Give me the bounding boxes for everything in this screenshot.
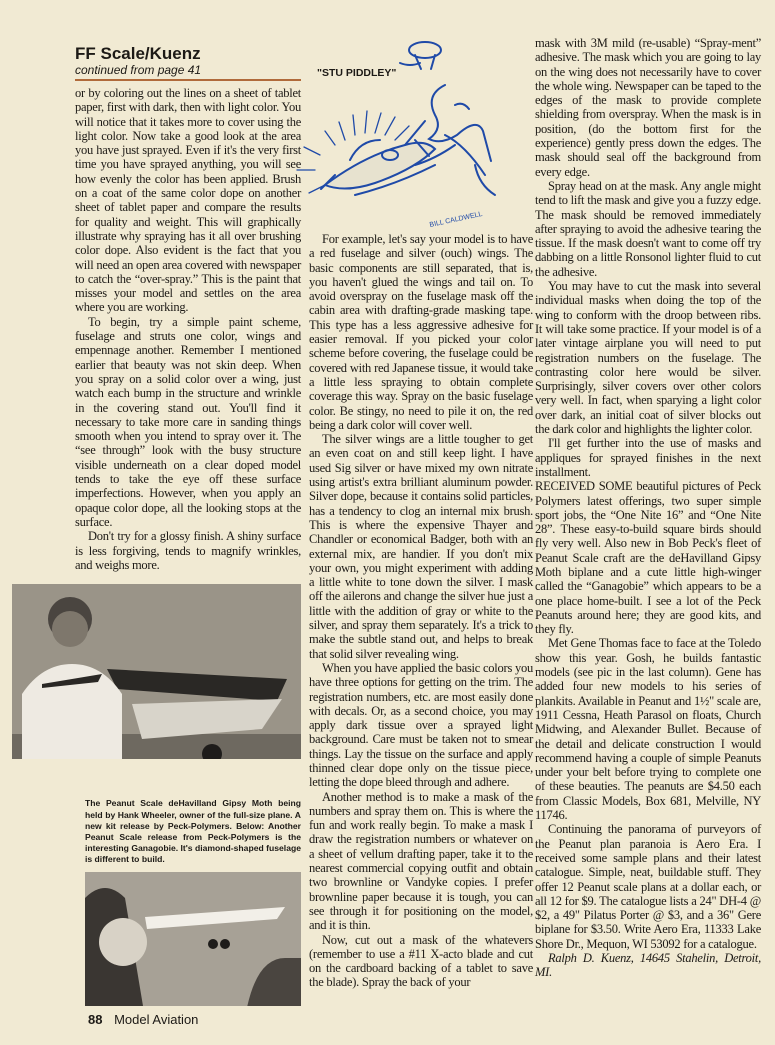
stu-piddley-cartoon	[295, 35, 505, 230]
cartoon-signature: BILL CALDWELL	[428, 210, 484, 229]
photo-image	[85, 872, 301, 1006]
cartoon-drawing	[295, 35, 505, 230]
paragraph: RECEIVED SOME beautiful pictures of Peck Polymers latest offerings, two super simple sport jobs, the “One Nite 16” and “One Nite 28”. These easy-to-build square birds should fly very well. Also new in Bob Peck's fleet of Peanut Scale craft are the deHavilland Gipsy Moth biplane and a cute little high-winger called the “Ganagobie” which appears to be a one place home-built. I see a lot of the Peck Peanuts around here; they are good kits, and they fly.	[535, 479, 761, 637]
paragraph: Continuing the panorama of purveyors of the Peanut plan paranoia is Aero Era. I received some sample plans and their latest catalogue. Simple, neat, buildable stuff. They offer 12 Peanut scale plans at a dollar each, or all 12 for $9. The catalogue lists a 24" DH-4 @ $2, a 49" Pilatus Porter @ $3, and a 36" Gere biplane for $3.50. Write Aero Era, 11333 Lake Shore Dr., Mequon, WI 53092 for a catalogue.	[535, 822, 761, 951]
paragraph: mask with 3M mild (re-usable) “Spray-ment” adhesive. The mask which you are going to lay on the wing does not necessarily have to cover the whole wing. Newspaper can be taped to the edges of the mask to provide complete shielding from overspray. When the mask is in position, (do the bottom first for the experience) gently press down the edges. The mask should seal off the background from every edge.	[535, 36, 761, 179]
header-rule	[75, 79, 301, 81]
continued-note: continued from page 41	[75, 63, 202, 77]
paragraph: Met Gene Thomas face to face at the Toledo show this year. Gosh, he builds fantastic models (see pic in the last column). Gene has added four new models to his series of plankits. Available in Peanut and 1½" scale are, 1911 Cessna, Heath Parasol on floats, Church Midwing, and Alexander Bullet. Because of the detail and delicate construction I would recommend having a couple of simple Peanuts under your belt before trying to complete one of these beauties. The peanuts are $4.50 each from Classic Models, Box 681, Melville, NY 11746.	[535, 636, 761, 823]
photo-caption: The Peanut Scale deHavilland Gipsy Moth being held by Hank Wheeler, owner of the full-size plane. A new kit release by Peck-Polymers. Below: Another Peanut Scale release from Peck-Polymers is the interesting Ganagobie. It's diamond-shaped fuselage is different to build.	[85, 798, 301, 865]
paragraph: Spray head on at the mask. Any angle might tend to lift the mask and give you a fuzzy edge. The mask should be removed immediately after spraying to avoid the adhesive tearing the tissue. If the mask doesn't want to come off try dabbing on a little Ronsonol lighter fluid to cut the adhesive.	[535, 178, 761, 279]
paragraph: Another method is to make a mask of the numbers and spray them on. This is where the fun and work really begin. To make a mask I draw the registration numbers or whatever on a sheet of vellum drafting paper, take it to the nearest commercial copying outfit and obtain two brownline or Vandyke copies. I prefer brownline paper because it is tough, you can see through it for positioning on the model, and it is thin.	[309, 789, 533, 933]
left-column-stack	[75, 86, 301, 1006]
page-footer	[88, 1012, 198, 1027]
paragraph: Don't try for a glossy finish. A shiny surface is less forgiving, tends to magnify wrinkles, and weighs more.	[75, 529, 301, 572]
paragraph: I'll get further into the use of masks and appliques for sprayed finishes in the next installment.	[535, 436, 761, 479]
cartoon-label: "STU PIDDLEY"	[317, 67, 397, 79]
spacer	[75, 759, 301, 799]
article-column-2	[309, 232, 533, 990]
paragraph: The silver wings are a little tougher to get an even coat on and still keep light. I have used Sig silver or have mixed my own nitrate using artist's extra brilliant aluminum powder. Silver dope, because it contains solid particles, has a tendency to clog an internal mix brush. This is where the expensive Thayer and Chandler or economical Badger, both with an external mix, are handier. If you don't mix your own, you might experiment with adding a little white to tone down the silver. I mask off the ailerons and change the silver hue just a little with the addition of gray or white to the silver, and spray them separately. It's a trick to make the subtle stand out, and helps to break that solid silver revealing wing.	[309, 432, 533, 661]
page-number: 88	[88, 1012, 103, 1027]
gipsy-moth-photo	[12, 584, 301, 759]
author-byline: Ralph D. Kuenz, 14645 Stahelin, Detroit, MI.	[535, 951, 761, 980]
article-header	[75, 44, 301, 81]
paragraph: To begin, try a simple paint scheme, fuselage and struts one color, wings and empennage another. Remember I mentioned earlier that beauty was not skin deep. When you spray on a solid color over a wing, just watch each bump in the structure and wrinkle in the covering stand out. You'll find it necessary to take more care in sanding things smooth when you intend to spray over it. The “see through” look with the busy structure visible underneath on a clear doped model tends to take the eye off these surface imperfections. However, when you apply an opaque color dope, all the looking stops at the surface.	[75, 314, 301, 529]
article-title: FF Scale/Kuenz	[75, 44, 201, 63]
paragraph: or by coloring out the lines on a sheet of tablet paper, first with dark, then with light color. You will notice that it takes more to cover using the light color. Now take a good look at the area you have just sprayed. Even if it's the very first time you have sprayed anything, you will see how evenly the color has been applied. Brush on a coat of the same color dope on another sheet of tablet paper and compare the results for quality and weight. This will graphically illustrate why spraying has it all over brushing color dope. Also evident is the fact that you will need an open area covered with newspaper to catch the “over-spray.” This is the paint that misses your model and settles on the area where you are working.	[75, 86, 301, 315]
magazine-name: Model Aviation	[114, 1012, 199, 1027]
article-column-3	[535, 36, 761, 980]
article-column-1	[75, 86, 301, 572]
paragraph: You may have to cut the mask into several individual masks when doing the top of the wing to conform with the droop between ribs. It will take some practice. If your model is of a later vintage airplane you will need to put registration numbers on the fuselage. The contrasting color here would be silver. Surprisingly, silver covers over other colors very well. In fact, when sparying a light color over dark, an initial coat of silver blocks out the dark color and highlights the lighter color.	[535, 279, 761, 437]
photo-image	[12, 584, 301, 759]
paragraph: For example, let's say your model is to have a red fuselage and silver (ouch) wings. The basic components are still separated, that is, you haven't glued the wings and tail on. To avoid overspray on the fuselage mask off the cabin area with drafting-grade masking tape. This type has a less aggressive adhesive for easier removal. If you picked your color scheme before covering, the fuselage could be covered with red Japanese tissue, it would take a little less spraying to obtain complete coverage this way. Spray on the basic fuselage color. Be stingy, no need to pile it on, the red being a dark color will cover well.	[309, 232, 533, 432]
paragraph: Now, cut out a mask of the whatevers (remember to use a #11 X-acto blade and cut on the cardboard backing of a tablet to save the blade). Spray the back of your	[309, 932, 533, 990]
ganagobie-photo	[85, 872, 301, 1006]
paragraph: When you have applied the basic colors you have three options for getting on the trim. The registration numbers, etc. are most easily done with decals. Or, as a second choice, you may apply dark tissue over a sprayed light background. Care must be taken not to smear things. Lay the tissue on the surface and apply thinned clear dope only on the tissue piece, letting the dope bleed through and adhere.	[309, 660, 533, 790]
